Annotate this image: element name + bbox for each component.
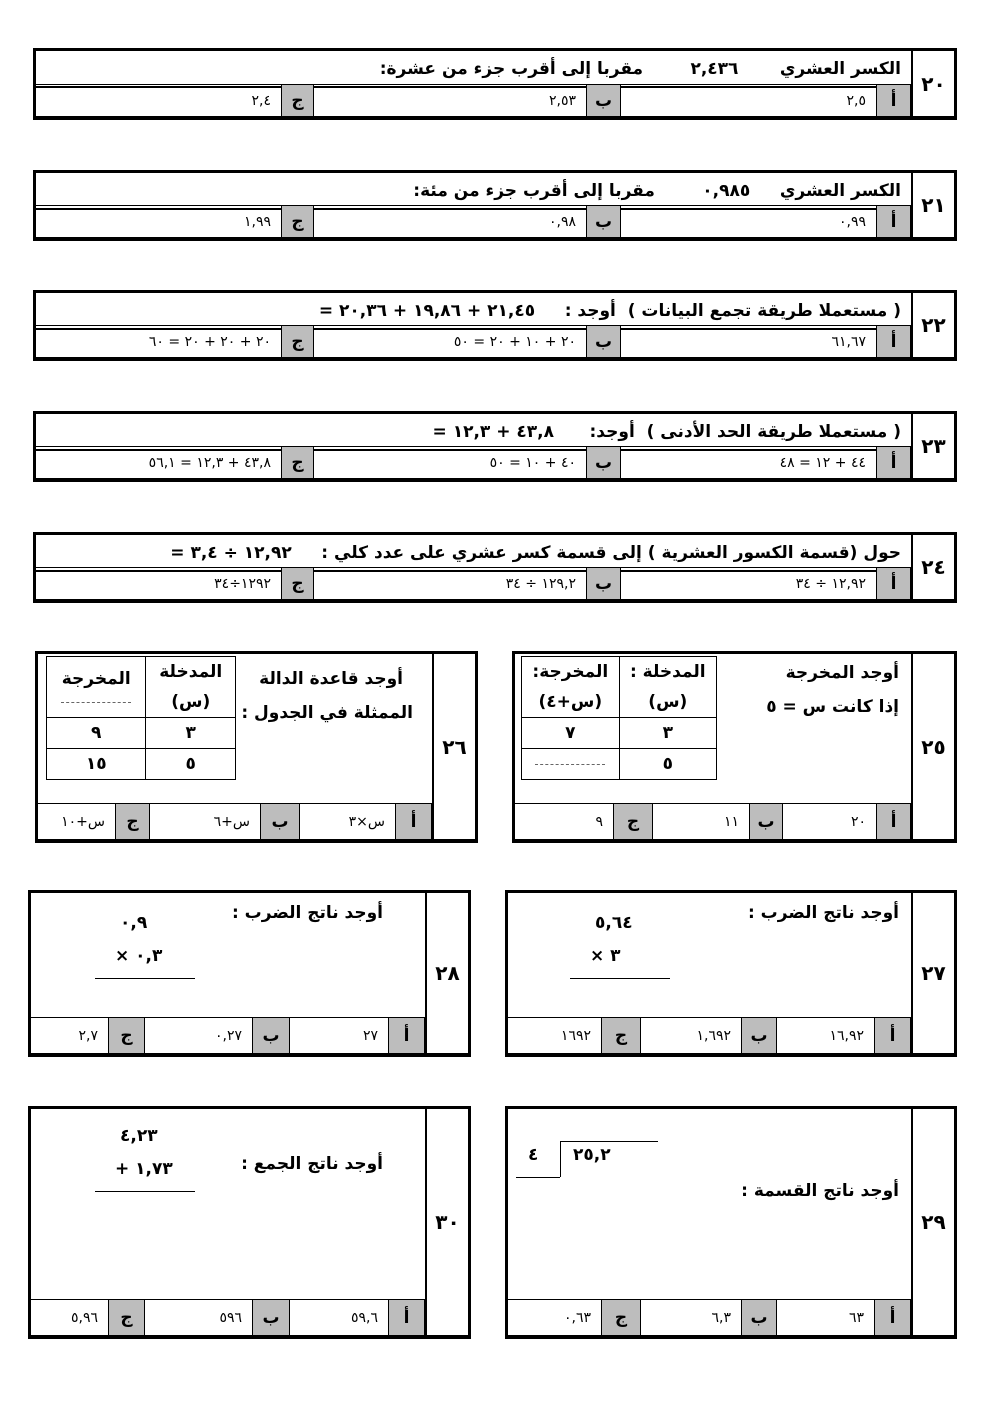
output-header bbox=[47, 657, 146, 718]
option-letter: ج bbox=[281, 447, 314, 478]
answer-option[interactable] bbox=[31, 1300, 145, 1335]
question-stem: الكسر العشري ٠,٩٨٥ مقربا إلى أقرب جزء من مئة: bbox=[36, 173, 911, 210]
input-cell: ٥ bbox=[619, 749, 716, 780]
input-cell: ٣ bbox=[619, 718, 716, 749]
option-letter: ب bbox=[586, 206, 621, 237]
dividend: ٢٥,٢ bbox=[573, 1145, 611, 1165]
option-letter: أ bbox=[876, 568, 911, 599]
answer-option[interactable] bbox=[36, 206, 314, 237]
option-value: ١١ bbox=[723, 813, 739, 830]
option-value: ٤٣,٨ + ١٢,٣ = ٥٦,١ bbox=[148, 454, 271, 471]
option-letter: ب bbox=[252, 1018, 290, 1053]
output-cell: ٩ bbox=[47, 718, 146, 749]
question-28 bbox=[28, 890, 471, 1057]
table-header-row bbox=[522, 657, 717, 718]
option-letter: ب bbox=[586, 447, 621, 478]
operand-bottom: × ٣ bbox=[590, 946, 621, 966]
answer-option[interactable] bbox=[777, 1300, 911, 1335]
option-value: ٠,٢٧ bbox=[214, 1027, 242, 1044]
option-letter: ب bbox=[252, 1300, 290, 1335]
answer-option[interactable] bbox=[641, 1300, 777, 1335]
question-26 bbox=[35, 651, 478, 843]
table-row bbox=[47, 718, 236, 749]
operand-bottom: × ٠,٣ bbox=[115, 946, 163, 966]
question-number: ٢٢ bbox=[911, 293, 954, 357]
answer-option[interactable] bbox=[145, 1300, 290, 1335]
answer-option[interactable] bbox=[36, 568, 314, 599]
prompt-line-1: أوجد المخرجة bbox=[785, 663, 899, 683]
option-value: ٢٠ + ١٠ + ٢٠ = ٥٠ bbox=[453, 333, 576, 350]
option-value: ٢٠ + ٢٠ + ٢٠ = ٦٠ bbox=[148, 333, 271, 350]
answer-options bbox=[36, 205, 911, 237]
sum-line bbox=[95, 978, 195, 979]
option-value: ٦١,٦٧ bbox=[831, 333, 866, 350]
option-value: ٢٧ bbox=[362, 1027, 378, 1044]
answer-option[interactable] bbox=[36, 85, 314, 116]
question-number: ٢٩ bbox=[911, 1109, 954, 1335]
division-bar bbox=[560, 1141, 658, 1142]
answer-options bbox=[508, 1017, 911, 1053]
option-letter: ج bbox=[281, 85, 314, 116]
division-underline bbox=[516, 1177, 560, 1178]
table-header-row bbox=[47, 657, 236, 718]
question-prompt: أوجد ناتج الجمع : bbox=[241, 1154, 383, 1174]
operand-top: ٥,٦٤ bbox=[595, 913, 633, 933]
answer-options bbox=[36, 325, 911, 357]
table-row bbox=[47, 749, 236, 780]
output-header bbox=[522, 657, 620, 718]
output-cell: ١٥ bbox=[47, 749, 146, 780]
option-letter: ج bbox=[108, 1300, 145, 1335]
option-letter: أ bbox=[876, 85, 911, 116]
option-value: ٤٤ + ١٢ = ٤٨ bbox=[779, 454, 866, 471]
question-21 bbox=[33, 170, 957, 241]
option-value: ٩ bbox=[595, 813, 603, 830]
function-table bbox=[46, 656, 236, 780]
answer-option[interactable] bbox=[290, 1300, 425, 1335]
input-header bbox=[619, 657, 716, 718]
question-number: ٢١ bbox=[911, 173, 954, 237]
question-23 bbox=[33, 411, 957, 482]
question-number: ٢٨ bbox=[425, 893, 468, 1053]
answer-options bbox=[36, 446, 911, 478]
option-letter: أ bbox=[876, 447, 911, 478]
option-value: ٠,٩٨ bbox=[548, 213, 576, 230]
option-letter: ج bbox=[281, 326, 314, 357]
input-header-label: المدخلة bbox=[159, 662, 223, 682]
answer-options bbox=[38, 803, 432, 839]
question-20 bbox=[33, 48, 957, 120]
output-header-label: المخرجة: bbox=[532, 662, 609, 682]
option-letter: ب bbox=[260, 804, 300, 839]
answer-option[interactable] bbox=[621, 206, 911, 237]
answer-option[interactable] bbox=[621, 568, 911, 599]
division-bracket bbox=[560, 1141, 561, 1177]
option-value: ٥٩٦ bbox=[219, 1309, 242, 1326]
answer-option[interactable] bbox=[31, 1018, 145, 1053]
option-letter: أ bbox=[874, 1018, 911, 1053]
sum-line bbox=[95, 1191, 195, 1192]
option-value: ١٦,٩٢ bbox=[829, 1027, 864, 1044]
answer-option[interactable] bbox=[314, 568, 621, 599]
answer-option[interactable] bbox=[314, 326, 621, 357]
answer-option[interactable] bbox=[777, 1018, 911, 1053]
answer-options bbox=[36, 567, 911, 599]
input-header-sub: (س) bbox=[171, 692, 211, 712]
answer-option[interactable] bbox=[621, 447, 911, 478]
option-letter: ج bbox=[108, 1018, 145, 1053]
option-letter: ب bbox=[741, 1018, 777, 1053]
question-prompt: أوجد ناتج القسمة : bbox=[741, 1181, 899, 1201]
answer-option[interactable] bbox=[508, 1300, 641, 1335]
question-stem: حول (قسمة الكسور العشرية ) إلى قسمة كسر عشري على عدد كلي : ١٢,٩٢ ÷ ٣,٤ = bbox=[36, 535, 911, 572]
question-stem: الكسر العشري ٢,٤٣٦ مقربا إلى أقرب جزء من عشرة: bbox=[36, 51, 911, 88]
option-letter: أ bbox=[388, 1300, 425, 1335]
input-cell: ٥ bbox=[146, 749, 236, 780]
option-letter: ج bbox=[281, 568, 314, 599]
answer-option[interactable] bbox=[515, 804, 653, 839]
question-number: ٢٣ bbox=[911, 414, 954, 478]
answer-option[interactable] bbox=[653, 804, 783, 839]
question-stem: ( مستعملا طريقة تجمع البيانات ) أوجد : ٢١,٤٥ + ١٩,٨٦ + ٢٠,٣٦ = bbox=[36, 293, 911, 330]
question-27 bbox=[505, 890, 957, 1057]
prompt-line-2: الممثلة في الجدول : bbox=[241, 703, 413, 723]
answer-options bbox=[31, 1299, 425, 1335]
option-value: ٢,٥٣ bbox=[548, 92, 576, 109]
question-number: ٢٥ bbox=[911, 654, 954, 839]
option-value: س+٦ bbox=[213, 813, 250, 830]
option-letter: ب bbox=[749, 804, 783, 839]
option-letter: أ bbox=[876, 206, 911, 237]
option-value: ٢٠ bbox=[850, 813, 866, 830]
input-header bbox=[146, 657, 236, 718]
question-22 bbox=[33, 290, 957, 361]
output-cell: ٧ bbox=[522, 718, 620, 749]
input-header-label: المدخلة : bbox=[629, 662, 706, 682]
prompt-line-2: إذا كانت س = ٥ bbox=[766, 697, 899, 717]
option-letter: أ bbox=[874, 1300, 911, 1335]
answer-option[interactable] bbox=[621, 326, 911, 357]
option-letter: أ bbox=[876, 804, 911, 839]
answer-option[interactable] bbox=[314, 206, 621, 237]
option-value: ٢,٤ bbox=[251, 92, 271, 109]
answer-options bbox=[515, 803, 911, 839]
answer-options bbox=[508, 1299, 911, 1335]
option-value: ١,٦٩٢ bbox=[696, 1027, 731, 1044]
answer-options bbox=[36, 84, 911, 116]
option-value: ١,٩٩ bbox=[243, 213, 271, 230]
prompt-line-1: أوجد قاعدة الدالة bbox=[259, 669, 403, 689]
answer-option[interactable] bbox=[145, 1018, 290, 1053]
option-value: ١٢,٩٢ ÷ ٣٤ bbox=[795, 575, 866, 592]
question-number: ٢٦ bbox=[432, 654, 475, 839]
table-row bbox=[522, 749, 717, 780]
option-value: ١٢٩,٢ ÷ ٣٤ bbox=[505, 575, 576, 592]
option-value: ١٢٩٢÷٣٤ bbox=[214, 575, 271, 592]
option-letter: ب bbox=[586, 326, 621, 357]
operand-top: ٠,٩ bbox=[120, 913, 148, 933]
option-value: س+١٠ bbox=[61, 813, 105, 830]
option-letter: ب bbox=[741, 1300, 777, 1335]
answer-option[interactable] bbox=[38, 804, 150, 839]
divisor: ٤ bbox=[528, 1145, 539, 1165]
option-value: ٥٩,٦ bbox=[350, 1309, 378, 1326]
input-header-sub: (س) bbox=[648, 692, 688, 712]
answer-option[interactable] bbox=[150, 804, 300, 839]
option-letter: ب bbox=[586, 85, 621, 116]
output-header-sub: (س+٤) bbox=[538, 692, 603, 712]
output-header-label: المخرجة bbox=[61, 668, 131, 689]
answer-option[interactable] bbox=[641, 1018, 777, 1053]
question-30 bbox=[28, 1106, 471, 1339]
option-value: ٢,٥ bbox=[846, 92, 866, 109]
question-number: ٢٠ bbox=[911, 51, 954, 116]
option-value: ٦٣ bbox=[848, 1309, 864, 1326]
question-number: ٣٠ bbox=[425, 1109, 468, 1335]
output-cell[interactable] bbox=[522, 749, 620, 780]
option-letter: ب bbox=[586, 568, 621, 599]
option-letter: ج bbox=[115, 804, 150, 839]
answer-option[interactable] bbox=[290, 1018, 425, 1053]
option-letter: أ bbox=[395, 804, 432, 839]
question-25 bbox=[512, 651, 957, 843]
answer-option[interactable] bbox=[508, 1018, 641, 1053]
input-cell: ٣ bbox=[146, 718, 236, 749]
option-value: ٦,٣ bbox=[711, 1309, 731, 1326]
option-value: ٢,٧ bbox=[78, 1027, 98, 1044]
option-letter: أ bbox=[876, 326, 911, 357]
question-29 bbox=[505, 1106, 957, 1339]
blank-line bbox=[535, 764, 605, 765]
answer-option[interactable] bbox=[314, 85, 621, 116]
option-letter: ج bbox=[601, 1300, 641, 1335]
sum-line bbox=[570, 978, 670, 979]
option-value: س×٣ bbox=[348, 813, 385, 830]
operand-bottom: + ١,٧٣ bbox=[115, 1159, 173, 1179]
answer-option[interactable] bbox=[621, 85, 911, 116]
question-prompt: أوجد ناتج الضرب : bbox=[231, 903, 383, 923]
question-number: ٢٧ bbox=[911, 893, 954, 1053]
option-letter: ج bbox=[613, 804, 653, 839]
function-table bbox=[521, 656, 717, 780]
operand-top: ٤,٢٣ bbox=[120, 1126, 158, 1146]
option-value: ٤٠ + ١٠ = ٥٠ bbox=[489, 454, 576, 471]
option-value: ٥,٩٦ bbox=[70, 1309, 98, 1326]
option-letter: ج bbox=[281, 206, 314, 237]
blank-line bbox=[61, 702, 131, 703]
question-prompt: أوجد ناتج الضرب : bbox=[747, 903, 899, 923]
answer-option[interactable] bbox=[36, 447, 314, 478]
question-number: ٢٤ bbox=[911, 535, 954, 599]
option-value: ٠,٩٩ bbox=[838, 213, 866, 230]
table-row bbox=[522, 718, 717, 749]
answer-option[interactable] bbox=[783, 804, 911, 839]
answer-option[interactable] bbox=[314, 447, 621, 478]
question-stem: ( مستعملا طريقة الحد الأدنى ) أوجد: ٤٣,٨ + ١٢,٣ = bbox=[36, 414, 911, 451]
answer-option[interactable] bbox=[300, 804, 432, 839]
answer-options bbox=[31, 1017, 425, 1053]
option-value: ١٦٩٢ bbox=[560, 1027, 591, 1044]
option-value: ٠,٦٣ bbox=[563, 1309, 591, 1326]
option-letter: ج bbox=[601, 1018, 641, 1053]
question-24 bbox=[33, 532, 957, 603]
option-letter: أ bbox=[388, 1018, 425, 1053]
answer-option[interactable] bbox=[36, 326, 314, 357]
